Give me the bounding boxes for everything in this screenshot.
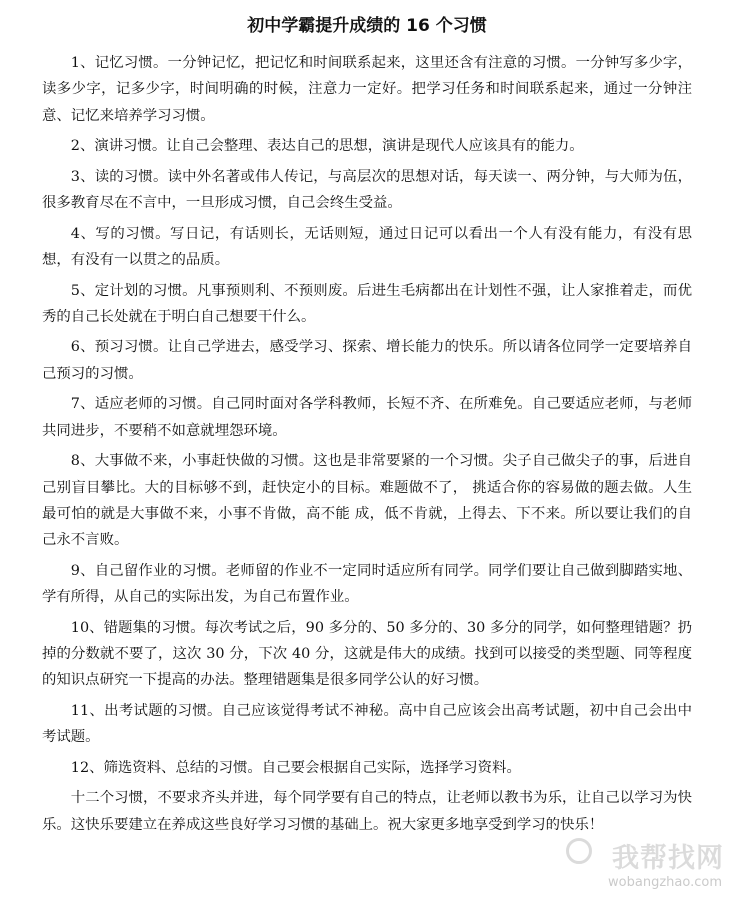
paragraph-7: 7、适应老师的习惯。自己同时面对各学科教师，长短不齐、在所难免。自己要适应老师，与老师共同进步，不要稍不如意就埋怨环境。 [42, 396, 692, 439]
paragraph-10: 10、错题集的习惯。每次考试之后，90 多分的、50 多分的、30 多分的同学，如何整理错题？扔掉的分数就不要了，这次 30 分，下次 40 分，这就是伟大的成绩。找到可以接受的类型题、同等程度的知识点研究一下提高的办法。整理错题集是很多同学公认的好习惯。 [42, 619, 692, 689]
paragraph-2: 2、演讲习惯。让自己会整理、表达自己的思想，演讲是现代人应该具有的能力。 [70, 138, 584, 155]
paragraph-summary: 十二个习惯，不要求齐头并进，每个同学要有自己的特点，让老师以教书为乐，让自己以学习为快乐。这快乐要建立在养成这些良好学习习惯的基础上。祝大家更多地享受到学习的快乐！ [42, 790, 692, 833]
watermark-en-text: wobangzhao.com [608, 875, 722, 890]
paragraph-4: 4、写的习惯。写日记，有话则长，无话则短，通过日记可以看出一个人有没有能力，有没有思想，有没有一以贯之的品质。 [42, 225, 692, 268]
paragraph-5: 5、定计划的习惯。凡事预则利、不预则废。后进生毛病都出在计划性不强，让人家推着走，而优秀的自己长处就在于明白自己想要干什么。 [42, 282, 692, 325]
paragraph-12: 12、筛选资料、总结的习惯。自己要会根据自己实际，选择学习资料。 [70, 759, 521, 776]
document-title: 初中学霸提升成绩的 16 个习惯 [247, 16, 487, 36]
paragraph-6: 6、预习习惯。让自己学进去，感受学习、探索、增长能力的快乐。所以请各位同学一定要培养自己预习的习惯。 [42, 339, 692, 382]
paragraph-9: 9、自己留作业的习惯。老师留的作业不一定同时适应所有同学。同学们要让自己做到脚踏实地、学有所得，从自己的实际出发，为自己布置作业。 [42, 562, 692, 606]
paragraph-3: 3、读的习惯。读中外名著或伟人传记，与高层次的思想对话，每天读一、两分钟，与大师为伍，很多教育尽在不言中，一旦形成习惯，自己会终生受益。 [42, 168, 692, 212]
paragraph-8: 8、大事做不来，小事赶快做的习惯。这也是非常要紧的一个习惯。尖子自己做尖子的事，后进自己别盲目攀比。大的目标够不到，赶快定小的目标。难题做不了， 挑适合你的容易做的题去做。人生最可怕的就是大事做不来，小事不肯做，高不能 成，低不肯就，上得去、下不来。所以要让我们的自己永不言败。 [42, 453, 692, 549]
paragraph-1: 1、记忆习惯。一分钟记忆，把记忆和时间联系起来，这里还含有注意的习惯。一分钟写多少字，读多少字，记多少字，时间明确的时候，注意力一定好。把学习任务和时间联系起来，通过一分钟注意、记忆来培养学习习惯。 [42, 55, 692, 124]
paragraph-11: 11、出考试题的习惯。自己应该觉得考试不神秘。高中自己应该会出高考试题，初中自己会出中考试题。 [42, 702, 692, 746]
watermark-cn-text: 我帮找网 [612, 843, 724, 874]
